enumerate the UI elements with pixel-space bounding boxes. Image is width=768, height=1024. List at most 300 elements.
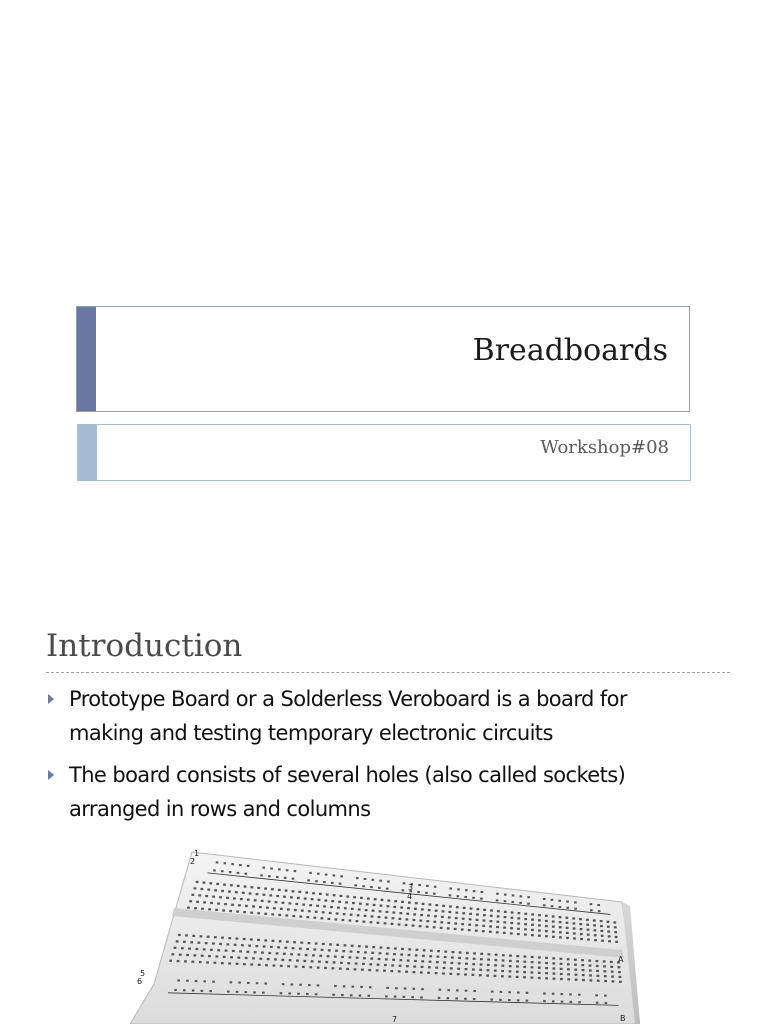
- socket-hole: [343, 985, 346, 987]
- socket-hole: [188, 948, 191, 950]
- socket-hole: [171, 953, 174, 955]
- socket-hole: [553, 978, 556, 980]
- socket-hole: [531, 966, 534, 968]
- socket-hole: [426, 926, 429, 928]
- socket-hole: [363, 921, 366, 923]
- socket-hole: [192, 989, 195, 991]
- socket-hole: [367, 995, 370, 997]
- socket-hole: [185, 934, 188, 936]
- socket-hole: [581, 964, 584, 966]
- socket-hole: [607, 926, 610, 928]
- socket-hole: [464, 896, 467, 898]
- socket-hole: [327, 918, 330, 920]
- socket-hole: [219, 896, 222, 898]
- socket-hole: [344, 907, 347, 909]
- title-accent-bar: [77, 307, 96, 411]
- socket-hole: [271, 888, 274, 890]
- socket-hole: [207, 936, 210, 938]
- socket-hole: [245, 905, 248, 907]
- socket-hole: [341, 994, 344, 996]
- socket-hole: [581, 959, 584, 961]
- socket-hole: [573, 922, 576, 924]
- socket-hole: [237, 957, 240, 959]
- socket-hole: [270, 946, 273, 948]
- board-label: 5: [140, 969, 146, 978]
- socket-hole: [259, 958, 262, 960]
- socket-hole: [179, 954, 182, 956]
- socket-hole: [447, 989, 450, 991]
- socket-hole: [524, 923, 527, 925]
- socket-hole: [582, 979, 585, 981]
- bullet-item: [46, 682, 736, 750]
- socket-hole: [371, 915, 374, 917]
- socket-hole: [575, 974, 578, 976]
- socket-hole: [429, 903, 432, 905]
- socket-hole: [483, 909, 486, 911]
- socket-hole: [600, 920, 603, 922]
- socket-hole: [385, 917, 388, 919]
- socket-hole: [323, 881, 326, 883]
- socket-hole: [363, 957, 366, 959]
- socket-hole: [286, 869, 289, 871]
- socket-hole: [262, 894, 265, 896]
- socket-hole: [573, 932, 576, 934]
- socket-hole: [230, 884, 233, 886]
- socket-hole: [264, 982, 267, 984]
- socket-hole: [308, 910, 311, 912]
- socket-hole: [348, 956, 351, 958]
- socket-hole: [512, 901, 515, 903]
- socket-hole: [517, 922, 520, 924]
- socket-hole: [589, 964, 592, 966]
- socket-hole: [237, 885, 240, 887]
- socket-hole: [299, 916, 302, 918]
- socket-hole: [315, 911, 318, 913]
- socket-hole: [323, 905, 326, 907]
- socket-hole: [426, 920, 429, 922]
- socket-hole: [567, 958, 570, 960]
- socket-hole: [391, 923, 394, 925]
- socket-hole: [545, 962, 548, 964]
- socket-hole: [487, 964, 490, 966]
- socket-hole: [393, 906, 396, 908]
- socket-hole: [225, 950, 228, 952]
- socket-hole: [263, 945, 266, 947]
- socket-hole: [523, 961, 526, 963]
- socket-hole: [399, 959, 402, 961]
- socket-hole: [329, 943, 332, 945]
- socket-hole: [325, 961, 328, 963]
- socket-hole: [373, 904, 376, 906]
- socket-hole: [215, 909, 218, 911]
- socket-hole: [331, 900, 334, 902]
- socket-hole: [260, 874, 263, 876]
- socket-hole: [411, 996, 414, 998]
- socket-hole: [245, 873, 248, 875]
- socket-hole: [398, 970, 401, 972]
- socket-hole: [600, 930, 603, 932]
- socket-hole: [349, 919, 352, 921]
- socket-hole: [574, 964, 577, 966]
- socket-hole: [531, 924, 534, 926]
- socket-hole: [178, 934, 181, 936]
- socket-hole: [386, 987, 389, 989]
- socket-hole: [401, 901, 404, 903]
- socket-hole: [278, 889, 281, 891]
- socket-hole: [412, 924, 415, 926]
- socket-hole: [264, 913, 267, 915]
- socket-hole: [289, 959, 292, 961]
- socket-hole: [238, 982, 241, 984]
- socket-hole: [543, 1000, 546, 1002]
- socket-hole: [490, 999, 493, 1001]
- socket-hole: [379, 910, 382, 912]
- socket-hole: [236, 963, 239, 965]
- socket-hole: [268, 875, 271, 877]
- socket-hole: [405, 924, 408, 926]
- socket-hole: [252, 957, 255, 959]
- socket-hole: [359, 995, 362, 997]
- socket-hole: [419, 925, 422, 927]
- socket-hole: [434, 886, 437, 888]
- socket-hole: [378, 958, 381, 960]
- socket-hole: [326, 893, 329, 895]
- socket-hole: [228, 962, 231, 964]
- socket-hole: [457, 895, 460, 897]
- socket-hole: [303, 960, 306, 962]
- socket-hole: [559, 921, 562, 923]
- socket-hole: [435, 967, 438, 969]
- socket-hole: [198, 894, 201, 896]
- socket-hole: [566, 922, 569, 924]
- socket-hole: [336, 944, 339, 946]
- socket-hole: [384, 964, 387, 966]
- socket-hole: [449, 905, 452, 907]
- socket-hole: [524, 955, 527, 957]
- socket-hole: [462, 918, 465, 920]
- socket-hole: [574, 959, 577, 961]
- socket-hole: [370, 921, 373, 923]
- socket-hole: [335, 950, 338, 952]
- socket-hole: [386, 888, 389, 890]
- socket-hole: [399, 965, 402, 967]
- socket-hole: [524, 933, 527, 935]
- socket-hole: [242, 892, 245, 894]
- socket-hole: [236, 991, 239, 993]
- socket-hole: [311, 898, 314, 900]
- board-label: 4: [407, 892, 413, 901]
- socket-hole: [575, 979, 578, 981]
- socket-hole: [402, 889, 405, 891]
- board-label: B: [620, 1014, 626, 1023]
- socket-hole: [236, 937, 239, 939]
- socket-hole: [346, 968, 349, 970]
- socket-hole: [284, 947, 287, 949]
- socket-hole: [221, 937, 224, 939]
- socket-hole: [374, 898, 377, 900]
- socket-hole: [232, 950, 235, 952]
- socket-hole: [268, 900, 271, 902]
- socket-hole: [559, 936, 562, 938]
- socket-hole: [516, 960, 519, 962]
- socket-hole: [543, 898, 546, 900]
- socket-hole: [201, 990, 204, 992]
- socket-hole: [472, 974, 475, 976]
- socket-hole: [582, 969, 585, 971]
- socket-hole: [553, 972, 556, 974]
- socket-hole: [580, 928, 583, 930]
- socket-hole: [587, 929, 590, 931]
- socket-hole: [440, 921, 443, 923]
- socket-hole: [538, 956, 541, 958]
- socket-hole: [337, 907, 340, 909]
- socket-hole: [503, 921, 506, 923]
- socket-hole: [444, 956, 447, 958]
- socket-hole: [504, 911, 507, 913]
- socket-hole: [413, 965, 416, 967]
- socket-hole: [435, 904, 438, 906]
- socket-hole: [526, 1000, 529, 1002]
- socket-hole: [559, 916, 562, 918]
- socket-hole: [276, 895, 279, 897]
- socket-hole: [496, 899, 499, 901]
- socket-hole: [246, 951, 249, 953]
- socket-hole: [586, 924, 589, 926]
- socket-hole: [245, 957, 248, 959]
- socket-hole: [601, 940, 604, 942]
- socket-hole: [324, 899, 327, 901]
- socket-hole: [307, 879, 310, 881]
- socket-hole: [434, 915, 437, 917]
- socket-hole: [192, 935, 195, 937]
- socket-hole: [561, 993, 564, 995]
- socket-hole: [313, 948, 316, 950]
- socket-hole: [517, 928, 520, 930]
- socket-hole: [370, 957, 373, 959]
- socket-hole: [589, 969, 592, 971]
- socket-hole: [251, 886, 254, 888]
- socket-hole: [531, 929, 534, 931]
- socket-hole: [510, 932, 513, 934]
- socket-hole: [429, 955, 432, 957]
- socket-hole: [614, 931, 617, 933]
- socket-hole: [212, 942, 215, 944]
- bullet-item: [46, 758, 736, 826]
- socket-hole: [480, 898, 483, 900]
- socket-hole: [508, 975, 511, 977]
- socket-hole: [275, 901, 278, 903]
- socket-hole: [390, 970, 393, 972]
- socket-hole: [552, 931, 555, 933]
- socket-hole: [354, 884, 357, 886]
- socket-hole: [380, 946, 383, 948]
- slide-subtitle: Workshop#08: [540, 437, 669, 458]
- socket-hole: [596, 975, 599, 977]
- socket-hole: [579, 923, 582, 925]
- socket-hole: [543, 904, 546, 906]
- socket-hole: [292, 890, 295, 892]
- socket-hole: [526, 992, 529, 994]
- socket-hole: [573, 937, 576, 939]
- socket-hole: [596, 1002, 599, 1004]
- socket-hole: [196, 901, 199, 903]
- socket-hole: [308, 984, 311, 986]
- socket-hole: [489, 925, 492, 927]
- socket-hole: [237, 872, 240, 874]
- socket-hole: [224, 903, 227, 905]
- socket-hole: [330, 906, 333, 908]
- socket-hole: [258, 964, 261, 966]
- socket-hole: [473, 952, 476, 954]
- socket-hole: [510, 927, 513, 929]
- socket-hole: [516, 971, 519, 973]
- socket-hole: [391, 964, 394, 966]
- socket-hole: [545, 930, 548, 932]
- socket-hole: [604, 995, 607, 997]
- board-label: 6: [137, 977, 143, 986]
- socket-hole: [501, 965, 504, 967]
- socket-hole: [403, 996, 406, 998]
- socket-hole: [442, 910, 445, 912]
- socket-hole: [552, 993, 555, 995]
- socket-hole: [487, 969, 490, 971]
- socket-hole: [517, 991, 520, 993]
- socket-hole: [317, 873, 320, 875]
- socket-hole: [369, 986, 372, 988]
- socket-hole: [362, 885, 365, 887]
- socket-hole: [282, 983, 285, 985]
- socket-hole: [222, 909, 225, 911]
- socket-hole: [183, 989, 186, 991]
- socket-hole: [473, 890, 476, 892]
- socket-hole: [603, 960, 606, 962]
- socket-hole: [430, 950, 433, 952]
- socket-hole: [377, 964, 380, 966]
- socket-hole: [257, 887, 260, 889]
- socket-hole: [454, 922, 457, 924]
- socket-hole: [488, 953, 491, 955]
- socket-hole: [496, 926, 499, 928]
- socket-hole: [433, 893, 436, 895]
- socket-hole: [387, 881, 390, 883]
- socket-hole: [336, 912, 339, 914]
- socket-hole: [441, 916, 444, 918]
- socket-hole: [224, 862, 227, 864]
- socket-hole: [267, 958, 270, 960]
- socket-hole: [403, 882, 406, 884]
- socket-hole: [351, 945, 354, 947]
- socket-hole: [183, 941, 186, 943]
- socket-hole: [291, 983, 294, 985]
- socket-hole: [580, 938, 583, 940]
- socket-hole: [538, 977, 541, 979]
- socket-hole: [214, 936, 217, 938]
- socket-hole: [454, 928, 457, 930]
- socket-hole: [315, 880, 318, 882]
- socket-hole: [482, 930, 485, 932]
- socket-hole: [473, 990, 476, 992]
- socket-hole: [567, 968, 570, 970]
- socket-hole: [448, 916, 451, 918]
- socket-hole: [322, 911, 325, 913]
- socket-hole: [194, 887, 197, 889]
- socket-hole: [551, 905, 554, 907]
- socket-hole: [519, 902, 522, 904]
- socket-hole: [370, 886, 373, 888]
- socket-hole: [567, 963, 570, 965]
- socket-hole: [614, 926, 617, 928]
- socket-hole: [261, 900, 264, 902]
- socket-hole: [552, 920, 555, 922]
- socket-hole: [461, 923, 464, 925]
- socket-hole: [399, 918, 402, 920]
- socket-hole: [177, 979, 180, 981]
- socket-hole: [280, 965, 283, 967]
- socket-hole: [551, 899, 554, 901]
- socket-hole: [495, 954, 498, 956]
- socket-hole: [207, 889, 210, 891]
- socket-hole: [509, 965, 512, 967]
- socket-hole: [387, 947, 390, 949]
- socket-hole: [297, 953, 300, 955]
- socket-hole: [387, 899, 390, 901]
- socket-hole: [206, 961, 209, 963]
- socket-hole: [496, 893, 499, 895]
- board-label: 2: [190, 857, 196, 866]
- socket-hole: [238, 904, 241, 906]
- socket-hole: [531, 971, 534, 973]
- heading-divider: [46, 672, 730, 673]
- socket-hole: [217, 902, 220, 904]
- socket-hole: [418, 884, 421, 886]
- socket-hole: [464, 998, 467, 1000]
- socket-hole: [538, 919, 541, 921]
- socket-hole: [266, 907, 269, 909]
- socket-hole: [338, 901, 341, 903]
- socket-hole: [596, 970, 599, 972]
- socket-hole: [499, 999, 502, 1001]
- socket-hole: [295, 965, 298, 967]
- socket-hole: [351, 908, 354, 910]
- socket-hole: [412, 988, 415, 990]
- socket-hole: [292, 915, 295, 917]
- socket-hole: [479, 974, 482, 976]
- socket-hole: [208, 955, 211, 957]
- socket-hole: [368, 969, 371, 971]
- socket-hole: [213, 869, 216, 871]
- socket-hole: [329, 912, 332, 914]
- socket-hole: [407, 907, 410, 909]
- socket-hole: [524, 928, 527, 930]
- socket-hole: [364, 951, 367, 953]
- socket-hole: [257, 939, 260, 941]
- breadboard-image: [130, 844, 640, 1024]
- socket-hole: [324, 967, 327, 969]
- socket-hole: [560, 968, 563, 970]
- socket-hole: [331, 967, 334, 969]
- socket-hole: [356, 877, 359, 879]
- triangle-right-icon: [48, 770, 54, 780]
- socket-hole: [470, 907, 473, 909]
- board-label: 3: [408, 883, 414, 892]
- socket-hole: [494, 964, 497, 966]
- socket-hole: [280, 992, 283, 994]
- socket-hole: [361, 969, 364, 971]
- socket-hole: [520, 895, 523, 897]
- socket-hole: [531, 919, 534, 921]
- socket-hole: [447, 922, 450, 924]
- socket-hole: [334, 918, 337, 920]
